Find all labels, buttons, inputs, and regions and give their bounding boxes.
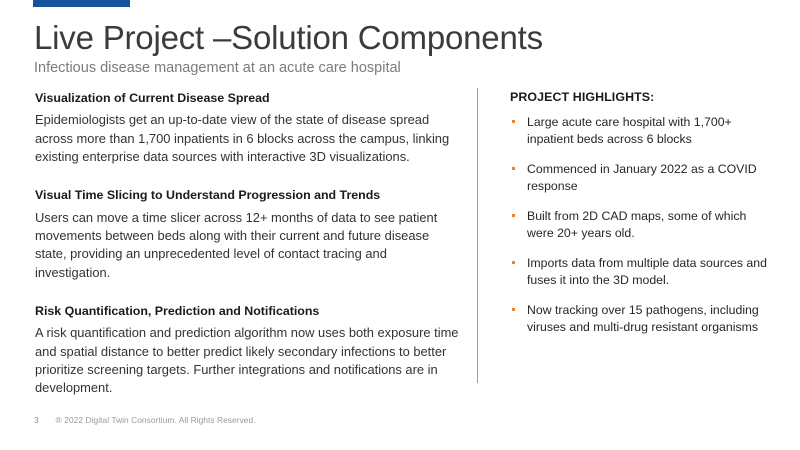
page-number: 3 [34,415,39,425]
list-item-label: Large acute care hospital with 1,700+ inpatient beds across 6 blocks [527,115,732,146]
section-body: Users can move a time slicer across 12+ months of data to see patient movements between beds along with their current and future disease state, providing an unprecedented level of contact tracing and investigation. [35,209,438,280]
project-highlights-panel [510,90,770,336]
list-item-label: Commenced in January 2022 as a COVID response [527,161,757,193]
section-heading: Risk Quantification, Prediction and Notifications [35,303,320,318]
list-item-label: Imports data from multiple data sources and fuses it into the 3D model. [527,255,767,287]
bullet-square-icon [512,308,515,311]
list-item [510,255,770,289]
section-risk-quantification [35,303,459,398]
bullet-square-icon [512,214,515,217]
section-body: Epidemiologists get an up-to-date view of the state of disease spread across more than 1,700 inpatients in 6 blocks across the campus, linking existing enterprise data sources with interactive 3D visualizations. [35,112,450,164]
list-item [510,302,770,336]
section-heading: Visual Time Slicing to Understand Progression and Trends [35,188,381,203]
project-highlights-list [510,114,770,336]
list-item-label: Built from 2D CAD maps, some of which were 20+ years old. [527,208,747,240]
page-title: Live Project –Solution Components [34,19,543,56]
list-item [510,208,770,242]
bullet-square-icon [512,261,515,264]
page-subtitle: Infectious disease management at an acute care hospital [34,59,401,76]
section-time-slicing [35,187,459,282]
copyright-notice: ® 2022 Digital Twin Consortium. All Rights Reserved. [55,415,256,425]
bullet-square-icon [512,167,515,170]
section-visualization [35,90,459,166]
project-highlights-heading: PROJECT HIGHLIGHTS: [510,90,655,104]
column-divider [477,88,478,383]
section-body: A risk quantification and prediction algorithm now uses both exposure time and spatial distance to better predict likely secondary infections to better prioritize screening targets. Further integrations and notifications are in development. [35,325,459,396]
section-heading: Visualization of Current Disease Spread [35,91,270,105]
top-accent-bar [33,0,130,7]
slide-footer [34,416,256,424]
bullet-square-icon [512,120,515,123]
list-item [510,161,770,195]
title-block [34,20,654,77]
left-content-column [35,90,459,398]
list-item-label: Now tracking over 15 pathogens, including viruses and multi-drug resistant organisms [527,302,759,334]
list-item [510,114,770,148]
